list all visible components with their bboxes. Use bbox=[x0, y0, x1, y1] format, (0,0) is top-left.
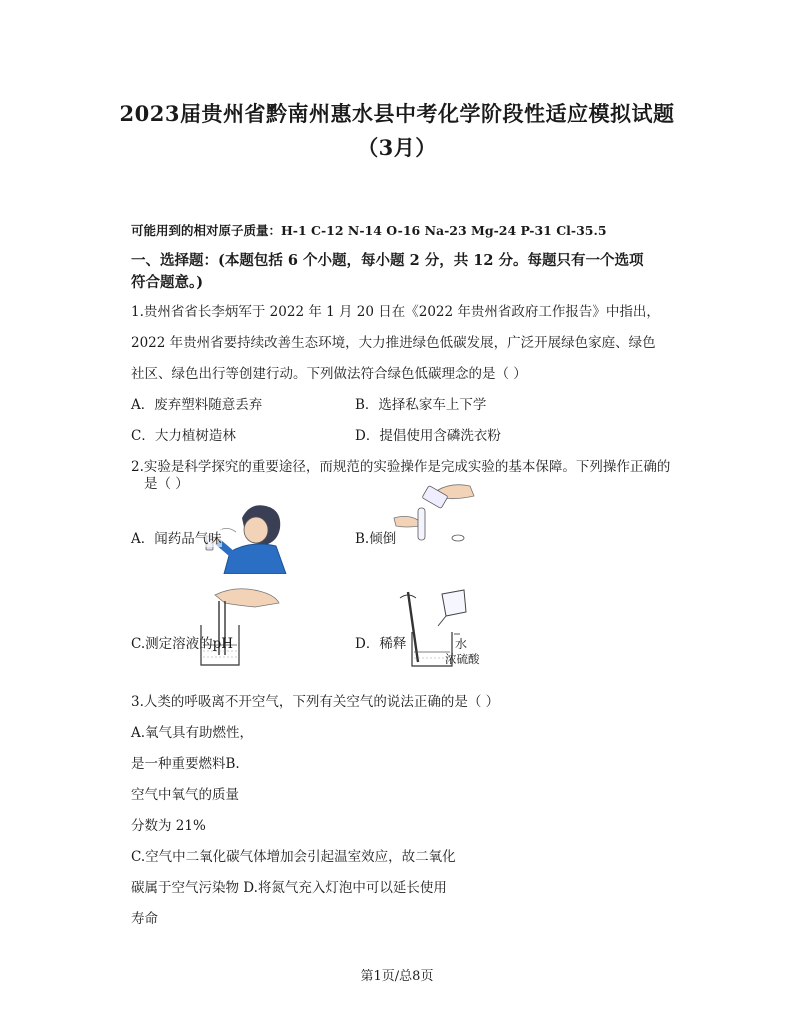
q2-option-d: D．稀释 bbox=[355, 636, 407, 652]
q3-line3: 是一种重要燃料B. bbox=[131, 756, 240, 772]
q2-option-b: B.倾倒 bbox=[355, 531, 397, 547]
q1-option-c: C．大力植树造林 bbox=[131, 428, 236, 444]
page-footer: 第1页/总8页 bbox=[360, 969, 434, 984]
water-label: 水 bbox=[455, 637, 468, 651]
q2-stem-line2: 是（ ） bbox=[144, 476, 189, 492]
q3-line2: A.氧气具有助燃性， bbox=[131, 725, 254, 741]
q1-option-a: A．废弃塑料随意丢弃 bbox=[131, 397, 263, 413]
acid-label: 浓硫酸 bbox=[445, 652, 480, 666]
exam-title-line2: （3月） bbox=[357, 135, 437, 160]
q3-line6: C.空气中二氧化碳气体增加会引起温室效应，故二氧化 bbox=[131, 849, 456, 865]
q3-stem-line1: 3.人类的呼吸离不开空气，下列有关空气的说法正确的是（ ） bbox=[131, 694, 500, 710]
q3-line8: 寿命 bbox=[131, 911, 158, 927]
q1-option-b: B．选择私家车上下学 bbox=[355, 397, 487, 413]
q1-stem-line3: 社区、绿色出行等创建行动。下列做法符合绿色低碳理念的是（ ） bbox=[131, 366, 527, 382]
q3-line5: 分数为 21% bbox=[131, 818, 206, 834]
exam-title-line1: 2023届贵州省黔南州惠水县中考化学阶段性适应模拟试题 bbox=[119, 101, 675, 126]
q3-line7: 碳属于空气污染物 D.将氮气充入灯泡中可以延长使用 bbox=[131, 880, 447, 896]
q2-option-a: A．闻药品气味 bbox=[131, 527, 222, 547]
q2-option-c: C.测定溶液的pH bbox=[131, 636, 234, 652]
q1-option-d: D．提倡使用含磷洗衣粉 bbox=[355, 428, 501, 444]
q3-line4: 空气中氧气的质量 bbox=[131, 787, 239, 803]
q1-stem-line2: 2022 年贵州省要持续改善生态环境，大力推进绿色低碳发展，广泛开展绿色家庭、绿色 bbox=[131, 335, 656, 351]
q1-stem-line1: 1.贵州省省长李炳军于 2022 年 1 月 20 日在《2022 年贵州省政府工作报告》中指出， bbox=[131, 304, 660, 320]
pour-liquid-figure bbox=[390, 480, 480, 548]
atomic-masses: 可能用到的相对原子质量：H-1 C-12 N-14 O-16 Na-23 Mg-24 P-31 Cl-35.5 bbox=[131, 223, 607, 238]
section1-heading-line1: 一、选择题：(本题包括 6 个小题，每小题 2 分，共 12 分。每题只有一个选项 bbox=[131, 252, 644, 269]
section1-heading-line2: 符合题意。) bbox=[131, 274, 204, 291]
q2-stem-line1: 2.实验是科学探究的重要途径，而规范的实验操作是完成实验的基本保障。下列操作正确的 bbox=[131, 459, 671, 475]
ph-test-figure bbox=[195, 585, 285, 667]
